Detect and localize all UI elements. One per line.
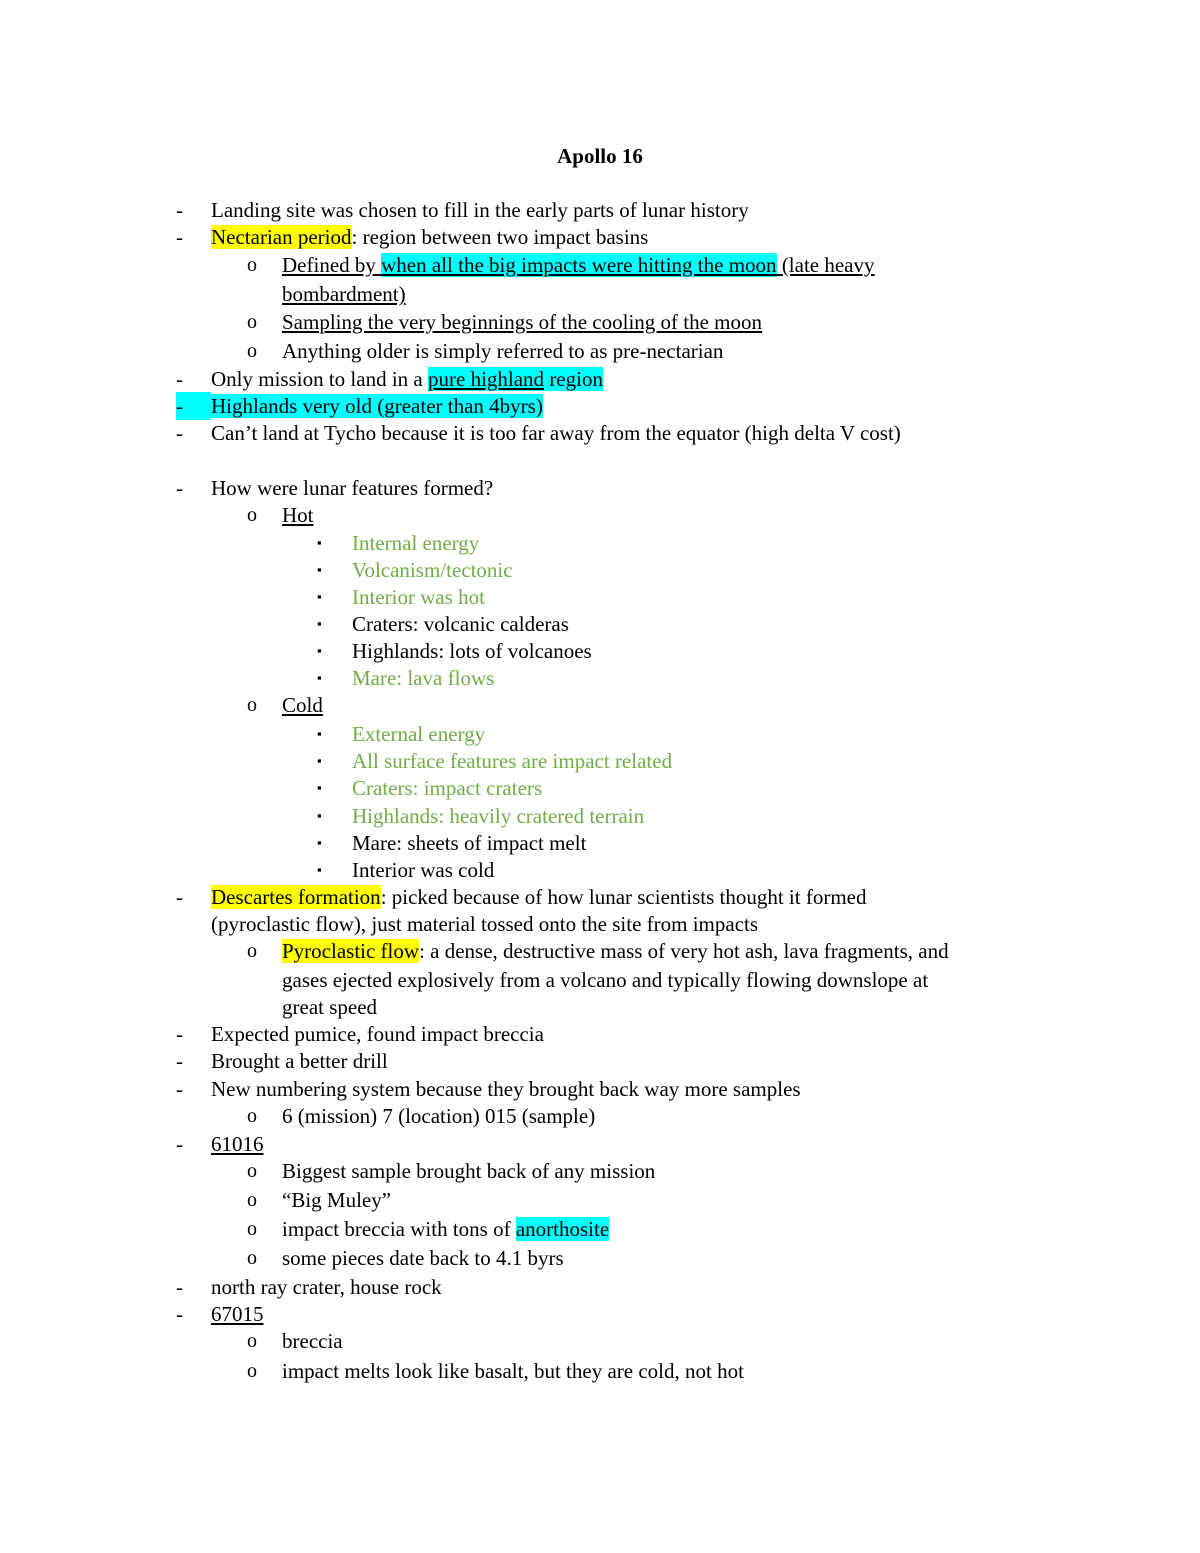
list-item bbox=[282, 251, 875, 279]
bullet-circle: o bbox=[247, 311, 257, 333]
list-item: How were lunar features formed? bbox=[211, 476, 494, 500]
bullet-circle: o bbox=[247, 504, 257, 526]
bullet-square: ▪ bbox=[317, 643, 322, 658]
list-item: Craters: volcanic calderas bbox=[352, 612, 569, 636]
list-item: Landing site was chosen to fill in the early parts of lunar history bbox=[211, 198, 749, 222]
highlighted-phrase: pure highland bbox=[428, 367, 545, 391]
list-item bbox=[282, 937, 949, 965]
item-text: : region between two impact basins bbox=[351, 225, 649, 249]
bullet-square: ▪ bbox=[317, 808, 322, 823]
bullet-square: ▪ bbox=[317, 670, 322, 685]
bullet-circle: o bbox=[247, 340, 257, 362]
list-item: All surface features are impact related bbox=[352, 749, 673, 773]
list-item: External energy bbox=[352, 722, 486, 746]
list-item: Highlands: lots of volcanoes bbox=[352, 639, 592, 663]
list-item: Sampling the very beginnings of the cooling of the moon bbox=[282, 310, 763, 334]
bullet-square: ▪ bbox=[317, 835, 322, 850]
bullet-circle: o bbox=[247, 1160, 257, 1182]
highlighted-phrase: when all the big impacts were hitting the moon bbox=[381, 253, 777, 277]
list-item bbox=[211, 392, 543, 420]
list-item: Craters: impact craters bbox=[352, 776, 543, 800]
bullet-dash: - bbox=[176, 225, 183, 249]
bullet-dash: - bbox=[176, 392, 211, 420]
list-item: Cold bbox=[282, 693, 323, 717]
list-item: north ray crater, house rock bbox=[211, 1275, 442, 1299]
list-item: impact melts look like basalt, but they are cold, not hot bbox=[282, 1359, 744, 1383]
list-item: “Big Muley” bbox=[282, 1188, 392, 1212]
bullet-square: ▪ bbox=[317, 726, 322, 741]
bullet-dash: - bbox=[176, 1275, 183, 1299]
list-item: Anything older is simply referred to as pre-nectarian bbox=[282, 339, 724, 363]
bullet-circle: o bbox=[247, 1105, 257, 1127]
bullet-dash: - bbox=[176, 367, 183, 391]
bullet-square: ▪ bbox=[317, 862, 322, 877]
bullet-circle: o bbox=[247, 1360, 257, 1382]
bullet-circle: o bbox=[247, 694, 257, 716]
bullet-circle: o bbox=[247, 940, 257, 962]
bullet-dash: - bbox=[176, 885, 183, 909]
item-continuation: (pyroclastic flow), just material tossed onto the site from impacts bbox=[211, 912, 759, 936]
list-item bbox=[211, 223, 648, 251]
list-item: Brought a better drill bbox=[211, 1049, 388, 1073]
bullet-circle: o bbox=[247, 254, 257, 276]
bullet-square: ▪ bbox=[317, 562, 322, 577]
bullet-dash: - bbox=[176, 1022, 183, 1046]
list-item: New numbering system because they brought back way more samples bbox=[211, 1077, 801, 1101]
highlighted-term: Pyroclastic flow bbox=[282, 939, 420, 963]
list-item: 67015 bbox=[211, 1302, 264, 1326]
highlighted-term: anorthosite bbox=[515, 1217, 610, 1241]
list-item: Expected pumice, found impact breccia bbox=[211, 1022, 544, 1046]
list-item bbox=[282, 1215, 609, 1243]
bullet-square: ▪ bbox=[317, 780, 322, 795]
item-text: impact breccia with tons of bbox=[282, 1217, 516, 1241]
item-text: Only mission to land in a bbox=[211, 367, 428, 391]
list-item: Interior was cold bbox=[352, 858, 495, 882]
list-item: Volcanism/tectonic bbox=[352, 558, 513, 582]
highlighted-term: Nectarian period bbox=[211, 225, 352, 249]
bullet-square: ▪ bbox=[317, 753, 322, 768]
bullet-square: ▪ bbox=[317, 589, 322, 604]
highlighted-term: Descartes formation bbox=[211, 885, 381, 909]
list-item bbox=[211, 365, 603, 393]
list-item: Highlands: heavily cratered terrain bbox=[352, 804, 645, 828]
item-continuation: bombardment) bbox=[282, 282, 406, 306]
bullet-dash: - bbox=[176, 421, 183, 445]
list-item: Interior was hot bbox=[352, 585, 485, 609]
item-text: : a dense, destructive mass of very hot ash, lava fragments, and bbox=[419, 939, 949, 963]
bullet-dash: - bbox=[176, 1302, 183, 1326]
highlighted-phrase: region bbox=[544, 367, 603, 391]
item-continuation: great speed bbox=[282, 995, 378, 1019]
item-text: Defined by bbox=[282, 253, 382, 277]
bullet-circle: o bbox=[247, 1218, 257, 1240]
item-text: : picked because of how lunar scientists thought it formed bbox=[380, 885, 867, 909]
list-item: Mare: lava flows bbox=[352, 666, 495, 690]
list-item: Biggest sample brought back of any mission bbox=[282, 1159, 656, 1183]
list-item: 61016 bbox=[211, 1132, 264, 1156]
list-item: Internal energy bbox=[352, 531, 480, 555]
bullet-dash: - bbox=[176, 1132, 183, 1156]
list-item: some pieces date back to 4.1 byrs bbox=[282, 1246, 564, 1270]
list-item: 6 (mission) 7 (location) 015 (sample) bbox=[282, 1104, 596, 1128]
bullet-circle: o bbox=[247, 1330, 257, 1352]
bullet-dash: - bbox=[176, 1049, 183, 1073]
item-text: (late heavy bbox=[776, 253, 875, 277]
list-item bbox=[211, 883, 867, 911]
bullet-square: ▪ bbox=[317, 616, 322, 631]
item-continuation: gases ejected explosively from a volcano and typically flowing downslope at bbox=[282, 968, 929, 992]
page-title: Apollo 16 bbox=[557, 144, 643, 168]
bullet-dash: - bbox=[176, 476, 183, 500]
bullet-dash: - bbox=[176, 198, 183, 222]
list-item: Mare: sheets of impact melt bbox=[352, 831, 587, 855]
list-item: breccia bbox=[282, 1329, 343, 1353]
bullet-dash: - bbox=[176, 1077, 183, 1101]
list-item: Can’t land at Tycho because it is too far away from the equator (high delta V cost) bbox=[211, 421, 901, 445]
list-item: Hot bbox=[282, 503, 314, 527]
bullet-circle: o bbox=[247, 1247, 257, 1269]
bullet-square: ▪ bbox=[317, 535, 322, 550]
highlighted-phrase: Highlands very old (greater than 4byrs) bbox=[211, 394, 543, 418]
bullet-circle: o bbox=[247, 1189, 257, 1211]
